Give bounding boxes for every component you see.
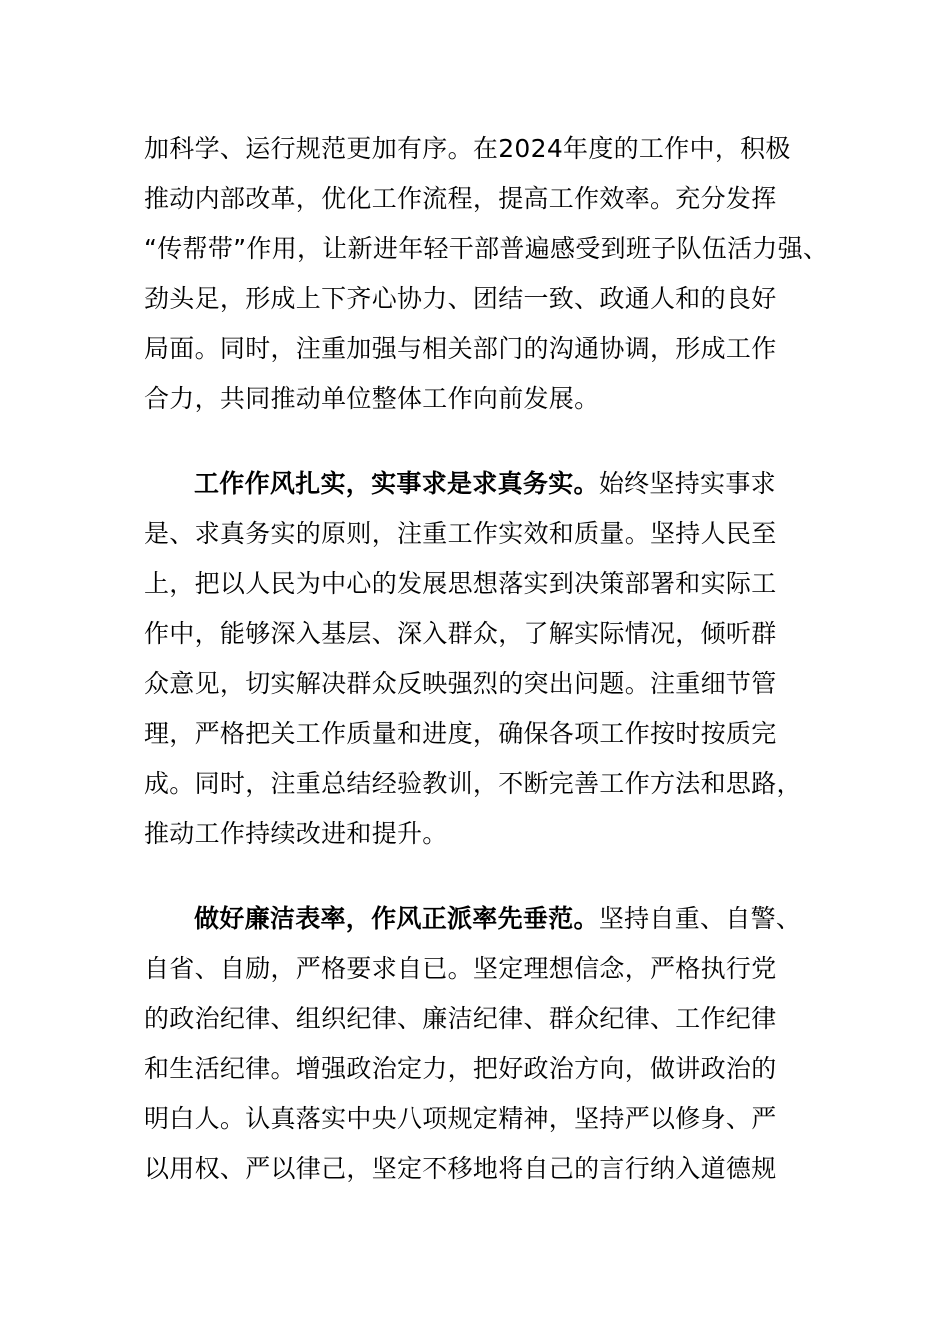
paragraph-line-text: 始终坚持实事求: [598, 469, 776, 498]
paragraph-line: 和生活纪律。增强政治定力，把好政治方向，做讲政治的: [144, 1054, 777, 1083]
paragraph-line: 是、求真务实的原则，注重工作实效和质量。坚持人民至: [144, 519, 777, 548]
paragraph-line: 劲头足，形成上下齐心协力、团结一致、政通人和的良好: [144, 284, 777, 313]
paragraph-line: 成。同时，注重总结经验教训，不断完善工作方法和思路，: [144, 769, 802, 798]
paragraph-line: 推动工作持续改进和提升。: [144, 819, 448, 848]
paragraph-2: [144, 459, 824, 859]
paragraph-1: [144, 124, 829, 424]
paragraph-line: 上，把以人民为中心的发展思想落实到决策部署和实际工: [144, 569, 777, 598]
paragraph-line: 的政治纪律、组织纪律、廉洁纪律、群众纪律、工作纪律: [144, 1004, 777, 1033]
paragraph-line: “传帮带”作用，让新进年轻干部普遍感受到班子队伍活力强、: [144, 234, 829, 263]
paragraph-line: 自省、自励，严格要求自已。坚定理想信念，严格执行党: [144, 954, 777, 983]
paragraph-first-line: [144, 894, 824, 944]
paragraph-spacer: [144, 859, 824, 894]
paragraph-spacer: [144, 424, 824, 459]
document-body: [144, 124, 829, 1194]
paragraph-line-text: 坚持自重、自警、: [598, 904, 802, 933]
paragraph-line: 加科学、运行规范更加有序。在2024年度的工作中，积极: [144, 134, 791, 163]
paragraph-line: 众意见，切实解决群众反映强烈的突出问题。注重细节管: [144, 669, 777, 698]
paragraph-line: 作中，能够深入基层、深入群众，了解实际情况，倾听群: [144, 619, 777, 648]
section-heading: 做好廉洁表率，作风正派率先垂范。: [194, 904, 599, 933]
paragraph-line: 以用权、严以律己，坚定不移地将自己的言行纳入道德规: [144, 1154, 777, 1183]
paragraph-3: [144, 894, 824, 1194]
section-heading: 工作作风扎实，实事求是求真务实。: [194, 469, 599, 498]
paragraph-line: 局面。同时，注重加强与相关部门的沟通协调，形成工作: [144, 334, 777, 363]
paragraph-line: 推动内部改革，优化工作流程，提高工作效率。充分发挥: [144, 184, 777, 213]
paragraph-first-line: [144, 459, 824, 509]
paragraph-line: 明白人。认真落实中央八项规定精神，坚持严以修身、严: [144, 1104, 777, 1133]
paragraph-line: 合力，共同推动单位整体工作向前发展。: [144, 384, 600, 413]
paragraph-line: 理，严格把关工作质量和进度，确保各项工作按时按质完: [144, 719, 777, 748]
